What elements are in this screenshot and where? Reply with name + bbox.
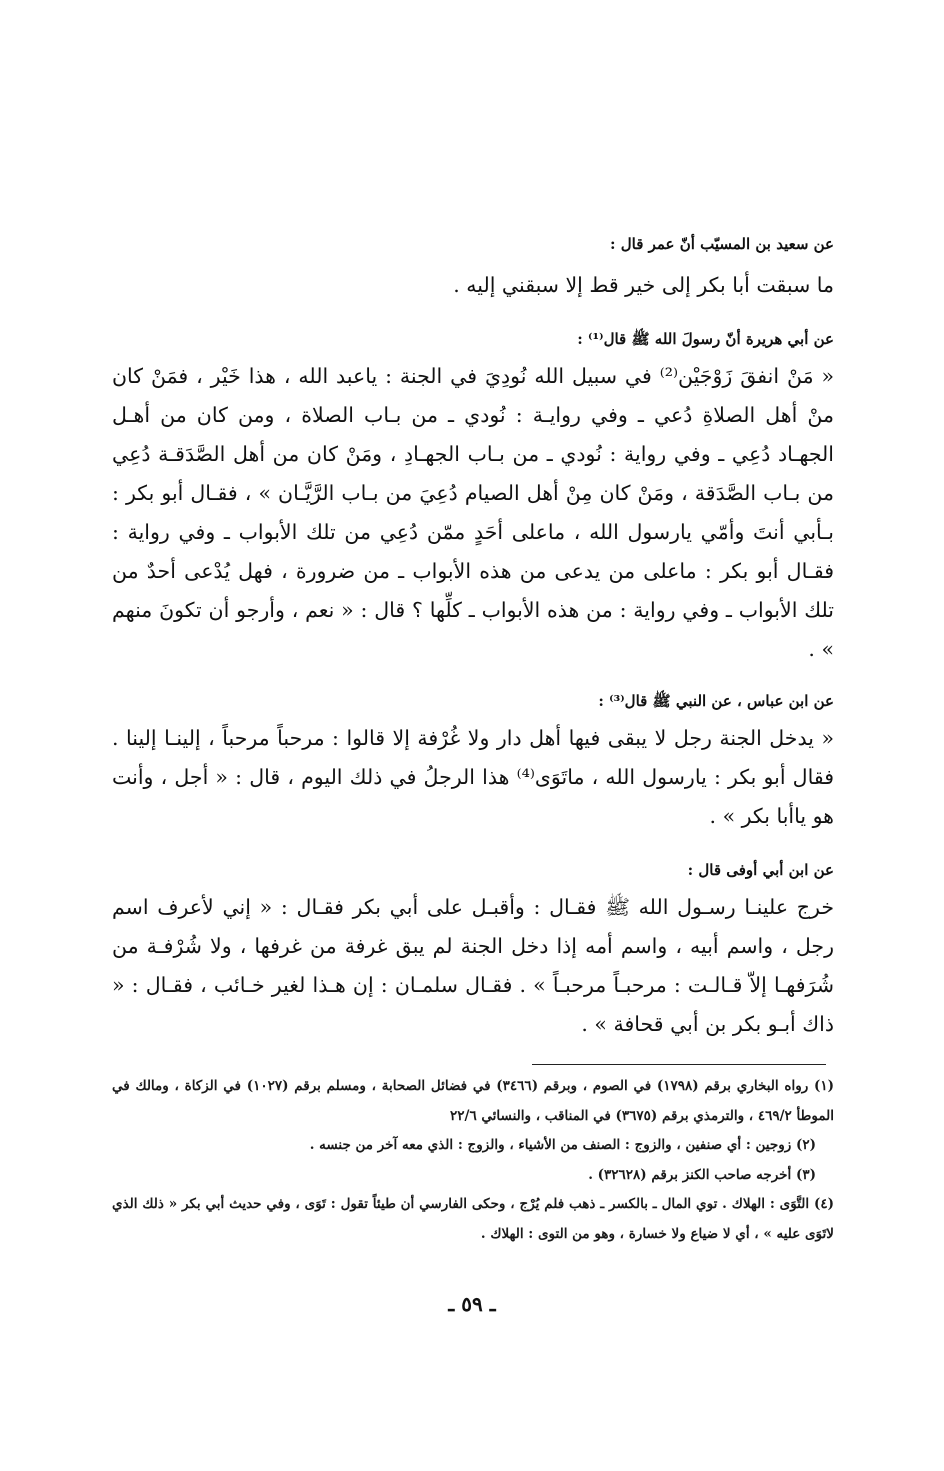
section-heading: عن ابن أبي أوفى قال : (687, 861, 834, 879)
main-text (112, 232, 834, 1044)
footnote: (٣) أخرجه صاحب الكنز برقم (٣٢٦٢٨) . (588, 1166, 816, 1183)
section-text: « يدخل الجنة رجل لا يبقى فيها أهل دار ولا غُرْفة إلا قالوا : مرحباً مرحباً ، إلينـا إلينا . فقال أبو بكر : يارسول الله ، ماتَوَى⁽⁴⁾ هذا الرجلُ في ذلك اليوم ، قال : « أجل ، وأنت هو ياأبا بكر » . (112, 726, 834, 828)
footnotes (112, 1072, 834, 1249)
footnote: (٢) زوجين : أي صنفين ، والزوج : الصنف من الأشياء ، والزوج : الذي معه آخر من جنسه . (309, 1137, 816, 1153)
section-text: خرج علينـا رسـول الله ﷺ فقـال : وأقبـل على أبي بكر فقـال : « إني لأعرف اسم رجل ، واسم أبيه ، واسم أمه إذا دخل الجنة لم يبق غرفة من غرفها ، ولا شُرْفـة من شُرَفهـا إلاّ قـالـت : مرحبـاً مرحبـاً » . فقـال سلمـان : إن هـذا لغير خـائب ، فقـال : « ذاك أبـو بكر بن أبي قحافة » . (112, 895, 834, 1036)
section-heading: عن سعيد بن المسيّب أنّ عمر قال : (609, 235, 834, 253)
section-heading: عن ابن عباس ، عن النبي ﷺ قال⁽³⁾ : (598, 692, 834, 710)
section-text: ما سبقت أبا بكر إلى خير قط إلا سبقني إليه . (453, 273, 834, 297)
footnote: (٤) التَّوَى : الهلاك . توي المال ـ بالكسر ـ ذهب فلم يُرْج ، وحكى الفارسي أن طيئاً تقول : تَوَى ، وفي حديث أبي بكر « ذلك الذي لاتَوَى عليه » ، أي لا ضياع ولا خسارة ، وهو من التوى : الهلاك . (112, 1196, 834, 1242)
section-text: « مَنْ انفقَ زَوْجَيْن⁽²⁾ في سبيل الله نُودِيَ في الجنة : ياعبد الله ، هذا خَيْر ، فمَنْ كان منْ أهل الصلاةِ دُعي ـ وفي روايـة : نُودي ـ من بـاب الصلاة ، ومن كان من أهـل الجهـاد دُعِي ـ وفي رواية : نُودي ـ من بـاب الجهـادِ ، ومَنْ كان من أهل الصَّدَقـة دُعِي من بـاب الصَّدَقة ، ومَنْ كان مِنْ أهل الصيام دُعِيَ من بـاب الرَّيَّـان » ، فقـال أبو بكر : بـأبي أنتَ وأمّي يارسول الله ، ماعلى أحَدٍ ممّن دُعِي من تلك الأبواب ـ وفي رواية : فقـال أبو بكر : ماعلى من يدعى من هذه الأبواب ـ من ضرورة ، فهل يُدْعى أحدٌ من تلك الأبواب ـ وفي رواية : من هذه الأبواب ـ كلِّها ؟ قال : « نعم ، وأرجو أن تكونَ منهم » . (112, 364, 834, 661)
page-number: ـ ٥٩ ـ (448, 1292, 496, 1316)
section-heading: عن أبي هريرة أنّ رسولَ الله ﷺ قال⁽¹⁾ : (577, 330, 834, 348)
footnote-divider (532, 1064, 826, 1065)
footnote: (١) رواه البخاري برقم (١٧٩٨) في الصوم ، وبرقم (٣٤٦٦) في فضائل الصحابة ، ومسلم برقم (١٠٢٧) في الزكاة ، ومالك في الموطأ ٤٦٩/٢ ، والترمذي برقم (٣٦٧٥) في المناقب ، والنسائي ٢٢/٦ (112, 1078, 835, 1124)
